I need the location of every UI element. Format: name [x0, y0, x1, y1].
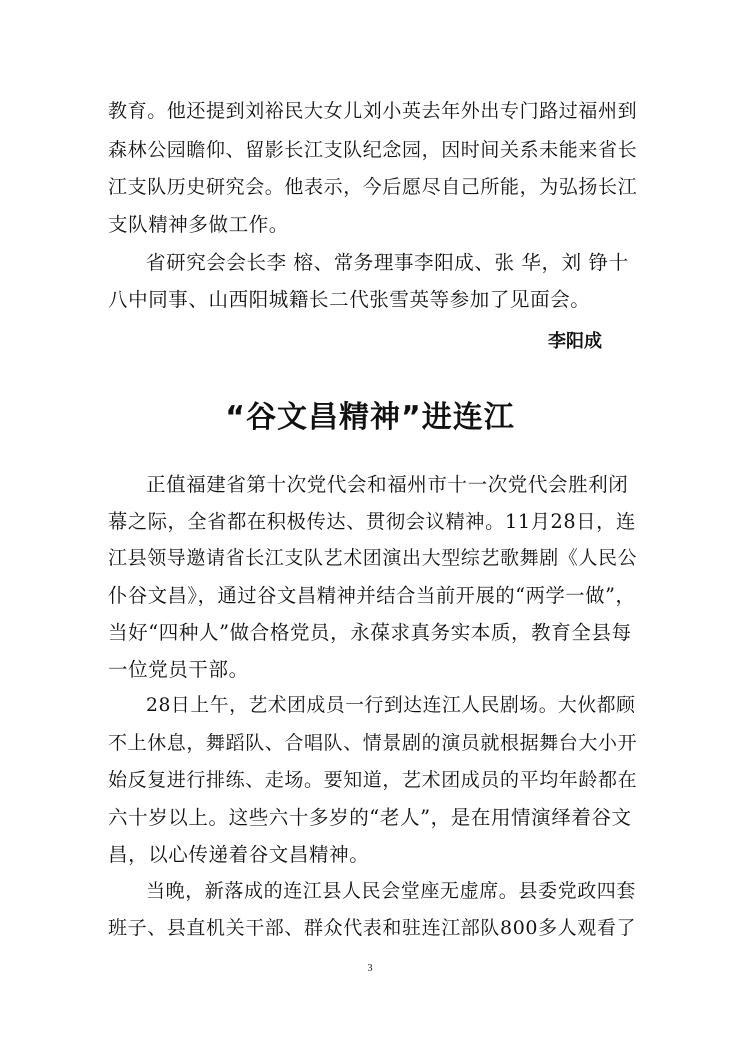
text-line: 不上休息，舞蹈队、合唱队、情景剧的演员就根据舞台大小开	[108, 732, 638, 754]
author-signature: 李阳成	[548, 331, 602, 352]
text-line: 江县领导邀请省长江支队艺术团演出大型综艺歌舞剧《人民公	[108, 547, 638, 569]
article-title: “谷文昌精神”进连江	[225, 400, 515, 435]
text-line: 八中同事、山西阳城籍长二代张雪英等参加了见面会。	[108, 288, 591, 311]
text-line: 一位党员干部。	[108, 658, 249, 681]
text-line: 昌，以心传递着谷文昌精神。	[108, 843, 370, 866]
text-line: 仆谷文昌》，通过谷文昌精神并结合当前开展的“两学一做”，	[108, 584, 636, 607]
text-line: 教育。他还提到刘裕民大女儿刘小英去年外出专门路过福州到	[108, 100, 638, 122]
text-line: 班子、县直机关干部、群众代表和驻连江部队800多人观看了	[108, 917, 637, 939]
text-line: 28日上午，艺术团成员一行到达连江人民剧场。大伙都顾	[146, 695, 636, 716]
text-line: 当好“四种人”做合格党员，永葆求真务实本质，教育全县每	[108, 621, 632, 644]
text-line: 支队精神多做工作。	[108, 213, 289, 236]
text-line: 始反复进行排练、走场。要知道，艺术团成员的平均年龄都在	[108, 769, 638, 791]
text-line: 幕之际，全省都在积极传达、贯彻会议精神。11月28日，连	[108, 510, 636, 533]
text-line: 省研究会会长李 榕、常务理事李阳成、张 华，刘 铮十	[146, 251, 629, 274]
text-line: 森林公园瞻仰、留影长江支队纪念园，因时间关系未能来省长	[108, 139, 638, 161]
text-line: 六十岁以上。这些六十多岁的“老人”，是在用情演绎着谷文	[108, 806, 632, 829]
text-line: 江支队历史研究会。他表示，今后愿尽自己所能，为弘扬长江	[108, 176, 638, 198]
text-line: 当晚，新落成的连江县人民会堂座无虚席。县委党政四套	[146, 880, 637, 902]
page-number: 3	[367, 963, 373, 974]
text-line: 正值福建省第十次党代会和福州市十一次党代会胜利闭	[146, 473, 629, 496]
